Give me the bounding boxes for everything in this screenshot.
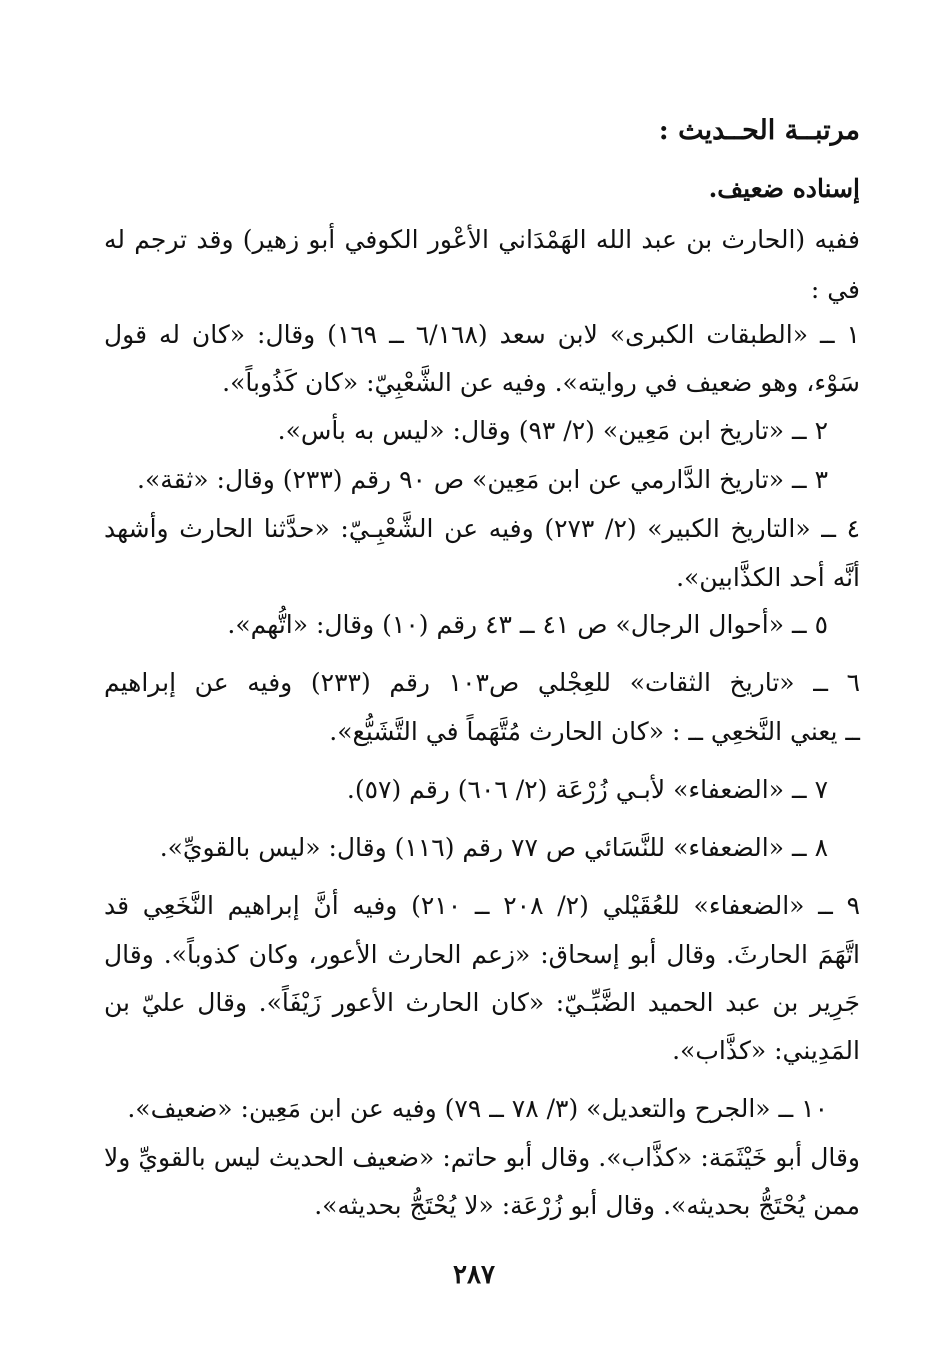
entry-9-line-4: المَدِيني: «كذَّاب». (672, 1036, 860, 1065)
entry-1-line-2: سَوْء، وهو ضعيف في روايته». وفيه عن الشَّعْبِيّ: «كان كَذُوباً». (222, 368, 860, 397)
verdict-line: إسناده ضعيف. (708, 174, 860, 203)
entry-9-line-3: جَرِير بن عبد الحميد الضَّبِّـيّ: «كان الحارث الأعور زَيْفَاً». وقال عليّ بن (104, 988, 860, 1017)
entry-2-line-1: ٢ ــ «تاريخ ابن مَعِين» (٢/ ٩٣) وقال: «ليس به بأس». (277, 416, 828, 445)
entry-10-line-1: ١٠ ــ «الجرح والتعديل» (٣/ ٧٨ ــ ٧٩) وفيه عن ابن مَعِين: «ضعيف». (127, 1094, 828, 1123)
entry-9-line-1: ٩ ــ «الضعفاء» للعُقَيْلي (٢/ ٢٠٨ ــ ٢١٠) وفيه أنَّ إبراهيم النَّخَعِي قد (104, 891, 860, 920)
entry-8-line-1: ٨ ــ «الضعفاء» للنَّسَائي ص ٧٧ رقم (١١٦) وقال: «ليس بالقويِّ». (159, 833, 828, 862)
entry-5-line-1: ٥ ــ «أحوال الرجال» ص ٤١ ــ ٤٣ رقم (١٠) وقال: «اتُّهم». (227, 610, 828, 639)
intro-line-2: في : (810, 275, 860, 304)
entry-4-line-1: ٤ ــ «التاريخ الكبير» (٢/ ٢٧٣) وفيه عن الشَّعْبِـيّ: «حدَّثنا الحارث وأشهد (104, 514, 860, 543)
entry-6-line-1: ٦ ــ «تاريخ الثقات» للعِجْلي ص١٠٣ رقم (٢٣٣) وفيه عن إبراهيم (104, 668, 860, 697)
intro-line-1: ففيه (الحارث بن عبد الله الهَمْدَاني الأعْور الكوفي أبو زهير) وقد ترجم له (104, 225, 860, 254)
entry-3-line-1: ٣ ــ «تاريخ الدَّارمي عن ابن مَعِين» ص ٩٠ رقم (٢٣٣) وقال: «ثقة». (137, 465, 828, 494)
entry-1-line-1: ١ ــ «الطبقات الكبرى» لابن سعد (٦/١٦٨ ــ ١٦٩) وقال: «كان له قول (104, 320, 860, 349)
entry-10-line-3: ممن يُحْتَجُّ بحديثه». وقال أبو زُرْعَة: «لا يُحْتَجُّ بحديثه». (314, 1191, 860, 1220)
entry-9-line-2: اتَّهَمَ الحارثَ. وقال أبو إسحاق: «زعم الحارث الأعور، وكان كذوباً». وقال (104, 940, 860, 969)
entry-6-line-2: ــ يعني النَّخعِي ــ : «كان الحارث مُتَّهَماً في التَّشَيُّع». (329, 717, 860, 746)
page-number: ٢٨٧ (453, 1260, 495, 1290)
entry-4-line-2: أنَّه أحد الكذَّابين». (676, 563, 860, 592)
section-heading: مرتبــة الحــديث : (658, 115, 860, 146)
entry-10-line-2: وقال أبو خَيْثَمَة: «كذَّاب». وقال أبو حاتم: «ضعيف الحديث ليس بالقويِّ ولا (104, 1143, 860, 1172)
entry-7-line-1: ٧ ــ «الضعفاء» لأبـي زُرْعَة (٢/ ٦٠٦) رقم (٥٧). (346, 775, 828, 804)
